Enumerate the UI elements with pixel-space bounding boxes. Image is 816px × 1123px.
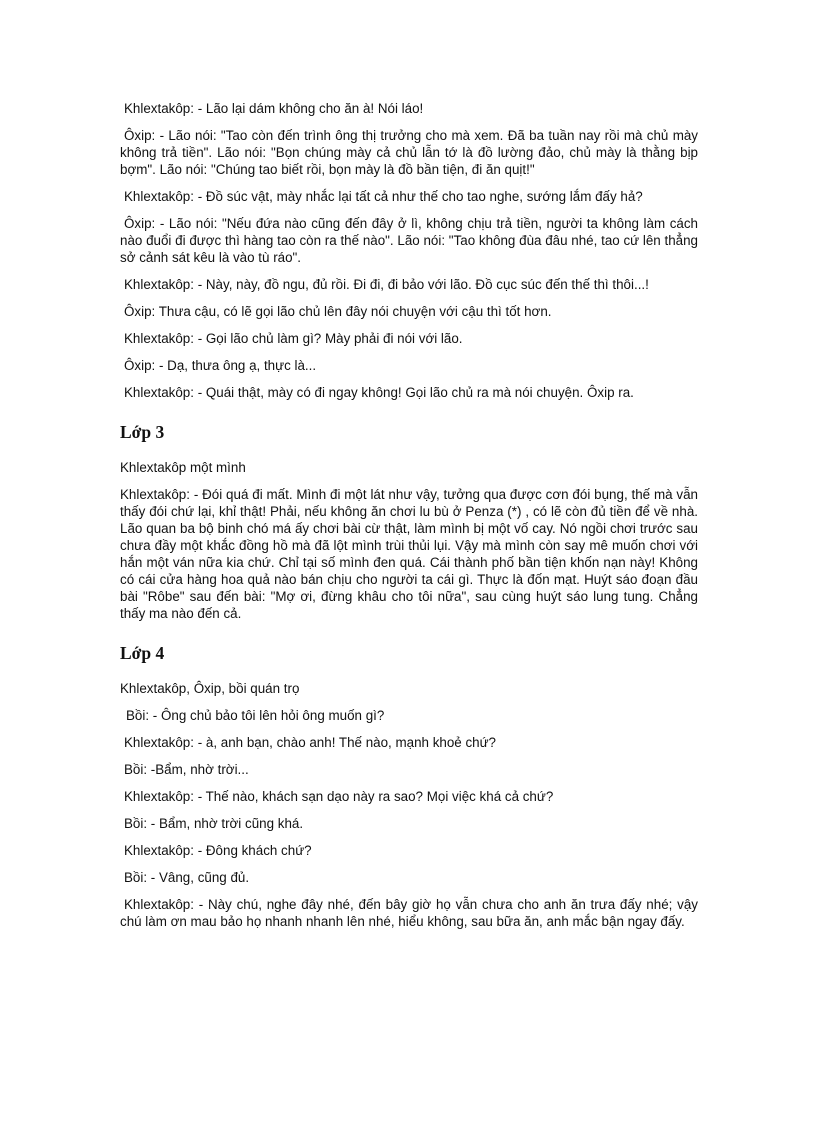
section-heading: Lớp 4 [120,643,165,663]
dialogue-line: Bồi: - Ông chủ bảo tôi lên hỏi ông muốn gì? [126,708,385,723]
dialogue-line: Khlextakôp: - à, anh bạn, chào anh! Thế nào, mạnh khoẻ chứ? [124,735,497,750]
dialogue-line: Ôxip: Thưa cậu, có lẽ gọi lão chủ lên đây nói chuyện với cậu thì tốt hơn. [124,304,552,319]
dialogue-line: Bồi: -Bẩm, nhờ trời... [124,762,249,777]
dialogue-line: Ôxip: - Dạ, thưa ông ạ, thực là... [124,358,317,373]
dialogue-line: Bồi: - Bẩm, nhờ trời cũng khá. [124,816,304,831]
dialogue-line: Bồi: - Vâng, cũng đủ. [124,870,250,885]
dialogue-line: Khlextakôp: - Đồ súc vật, mày nhắc lại tất cả như thế cho tao nghe, sướng lắm đấy hả? [124,189,643,204]
dialogue-line: Khlextakôp: - Này chú, nghe đây nhé, đến bây giờ họ vẫn chưa cho anh ăn trưa đấy nhé; vậy chú làm ơn mau bảo họ nhanh nhanh lên nhé, hiểu không, sau bữa ăn, anh mắc bận ngay đấy. [120,897,698,929]
section-heading: Lớp 3 [120,422,165,442]
monologue-paragraph: Khlextakôp: - Đói quá đi mất. Mình đi một lát như vậy, tưởng qua được cơn đói bụng, thế mà vẫn thấy đói chứ lại, khỉ thật! Phải, nếu không ăn chơi lu bù ở Penza (*) , có lẽ còn đủ tiền để về nhà. Lão quan ba bộ binh chó má ấy chơi bài cừ thật, làm mình bị một vố cay. Nó ngồi chơi trước sau chưa đầy một khắc đồng hồ mà đã lột mình trùi thủi lụi. Vậy mà mình còn say mê muốn chơi với hắn một ván nữa kia chứ. Chỉ tại số mình đen quá. Cái thành phố bần tiện khốn nạn này! Không có cái cửa hàng hoa quả nào bán chịu cho người ta cái gì. Thực là đốn mạt. Huýt sáo đoạn đầu bài "Rôbe" sau đến bài: "Mợ ơi, đừng khâu cho tôi nữa", sau cùng huýt sáo lung tung. Chẳng thấy ma nào đến cả. [120,487,698,621]
dialogue-line: Khlextakôp: - Quái thật, mày có đi ngay không! Gọi lão chủ ra mà nói chuyện. Ôxip ra. [124,385,634,400]
dialogue-line: Khlextakôp: - Lão lại dám không cho ăn à! Nói láo! [124,101,424,116]
dialogue-section-1 [120,100,698,401]
dialogue-section-3 [120,707,698,930]
dialogue-line: Khlextakôp: - Đông khách chứ? [124,843,312,858]
dialogue-line: Khlextakôp: - Thế nào, khách sạn dạo này ra sao? Mọi việc khá cả chứ? [124,789,554,804]
document-page [120,100,698,940]
dialogue-line: Khlextakôp: - Này, này, đồ ngu, đủ rồi. Đi đi, đi bảo với lão. Đồ cục súc đến thế thì thôi...! [124,277,649,292]
dialogue-line: Ôxip: - Lão nói: "Nếu đứa nào cũng đến đây ở lì, không chịu trả tiền, người ta không làm cách nào đuổi đi được thì hàng tao còn ra thế nào". Lão nói: "Tao không đùa đâu nhé, tao cứ lên thẳng sở cảnh sát kêu là vào tù ráo". [120,216,698,265]
scene-characters: Khlextakôp một mình [120,460,246,475]
dialogue-line: Khlextakôp: - Gọi lão chủ làm gì? Mày phải đi nói với lão. [124,331,463,346]
dialogue-line: Ôxip: - Lão nói: "Tao còn đến trình ông thị trưởng cho mà xem. Đã ba tuần nay rồi mà chủ mày không trả tiền". Lão nói: "Bọn chúng mày cả chủ lẫn tớ là đồ lường đảo, chủ mày là thằng bịp bợm". Lão nói: "Chúng tao biết rồi, bọn mày là đồ bần tiện, đi ăn quịt!" [120,128,698,177]
scene-characters: Khlextakôp, Ôxip, bồi quán trọ [120,681,300,696]
